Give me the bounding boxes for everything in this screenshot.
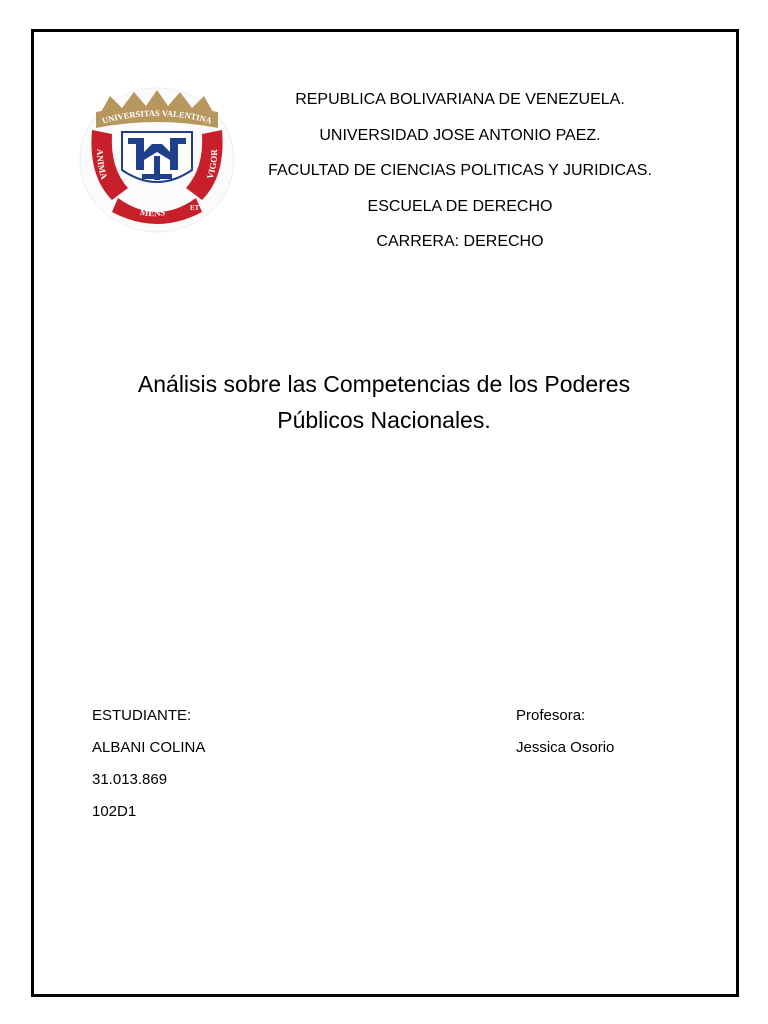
student-info	[92, 702, 205, 830]
student-label: ESTUDIANTE:	[92, 707, 192, 724]
professor-name: Jessica Osorio	[516, 739, 615, 756]
document-title	[90, 366, 678, 438]
student-section: 102D1	[92, 803, 137, 820]
seal-et-text: ET	[190, 204, 200, 212]
seal-banner-text: UNIVERSITAS VALENTINA	[100, 107, 214, 126]
title-line-2: Públicos Nacionales.	[277, 407, 491, 433]
svg-text:MENS	[139, 207, 165, 218]
institution-header	[250, 86, 670, 264]
student-id-number: 31.013.869	[92, 771, 168, 788]
seal-bottom-text: MENS	[139, 207, 166, 219]
title-line-1: Análisis sobre las Competencias de los Poderes	[137, 371, 631, 397]
seal-right-text: VIGOR	[204, 149, 220, 181]
university-seal-logo	[78, 86, 236, 234]
professor-label: Profesora:	[516, 707, 586, 724]
header-school: ESCUELA DE DERECHO	[367, 197, 553, 215]
header-faculty: FACULTAD DE CIENCIAS POLITICAS Y JURIDICAS.	[268, 162, 652, 179]
professor-info	[516, 702, 614, 766]
header-republic: REPUBLICA BOLIVARIANA DE VENEZUELA.	[295, 91, 625, 108]
header-university: UNIVERSIDAD JOSE ANTONIO PAEZ.	[319, 126, 601, 144]
student-name: ALBANI COLINA	[92, 739, 206, 756]
header-career: CARRERA: DERECHO	[376, 233, 544, 250]
seal-left-text: ANIMA	[94, 148, 110, 181]
